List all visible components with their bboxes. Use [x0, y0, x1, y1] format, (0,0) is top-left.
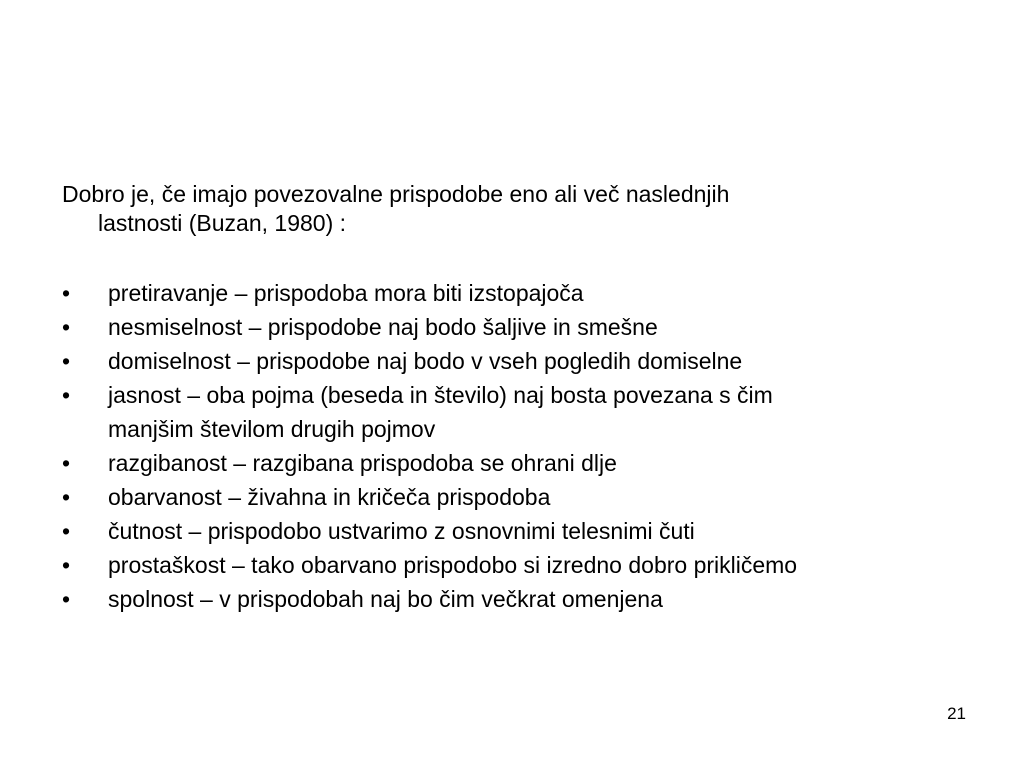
list-item: [62, 514, 1002, 548]
list-item: [62, 310, 1002, 344]
bullet-icon: •: [62, 348, 71, 374]
list-item-text: nesmiselnost – prispodobe naj bodo šaljive in smešne: [108, 314, 658, 340]
list-item: [62, 378, 1002, 446]
bullet-icon: •: [62, 552, 71, 578]
intro-paragraph: [62, 180, 962, 238]
bullet-icon: •: [62, 518, 71, 544]
bullet-icon: •: [62, 484, 71, 510]
list-item-text: pretiravanje – prispodoba mora biti izstopajoča: [108, 280, 584, 306]
list-item-text: spolnost – v prispodobah naj bo čim večkrat omenjena: [108, 586, 663, 612]
intro-line-1: Dobro je, če imajo povezovalne prispodobe eno ali več naslednjih: [62, 181, 730, 207]
intro-line-2: lastnosti (Buzan, 1980) :: [98, 210, 347, 236]
list-item-text: čutnost – prispodobo ustvarimo z osnovnimi telesnimi čuti: [108, 518, 695, 544]
list-item: [62, 582, 1002, 616]
list-item-text: domiselnost – prispodobe naj bodo v vseh pogledih domiselne: [108, 348, 743, 374]
list-item-continuation: manjšim številom drugih pojmov: [108, 416, 436, 442]
list-item: [62, 276, 1002, 310]
list-item-text: jasnost – oba pojma (beseda in število) naj bosta povezana s čim: [108, 382, 773, 408]
bullet-icon: •: [62, 450, 71, 476]
list-item-text: razgibanost – razgibana prispodoba se ohrani dlje: [108, 450, 617, 476]
page-number: 21: [947, 704, 966, 723]
list-item: [62, 446, 1002, 480]
list-item-text: obarvanost – živahna in kričeča prispodoba: [108, 484, 551, 510]
bullet-icon: •: [62, 586, 71, 612]
bullet-icon: •: [62, 280, 71, 306]
list-item: [62, 548, 1002, 582]
list-item-text: prostaškost – tako obarvano prispodobo si izredno dobro prikličemo: [108, 552, 798, 578]
bullet-icon: •: [62, 382, 71, 408]
list-item: [62, 480, 1002, 514]
list-item: [62, 344, 1002, 378]
properties-list: [62, 276, 1002, 616]
bullet-icon: •: [62, 314, 71, 340]
